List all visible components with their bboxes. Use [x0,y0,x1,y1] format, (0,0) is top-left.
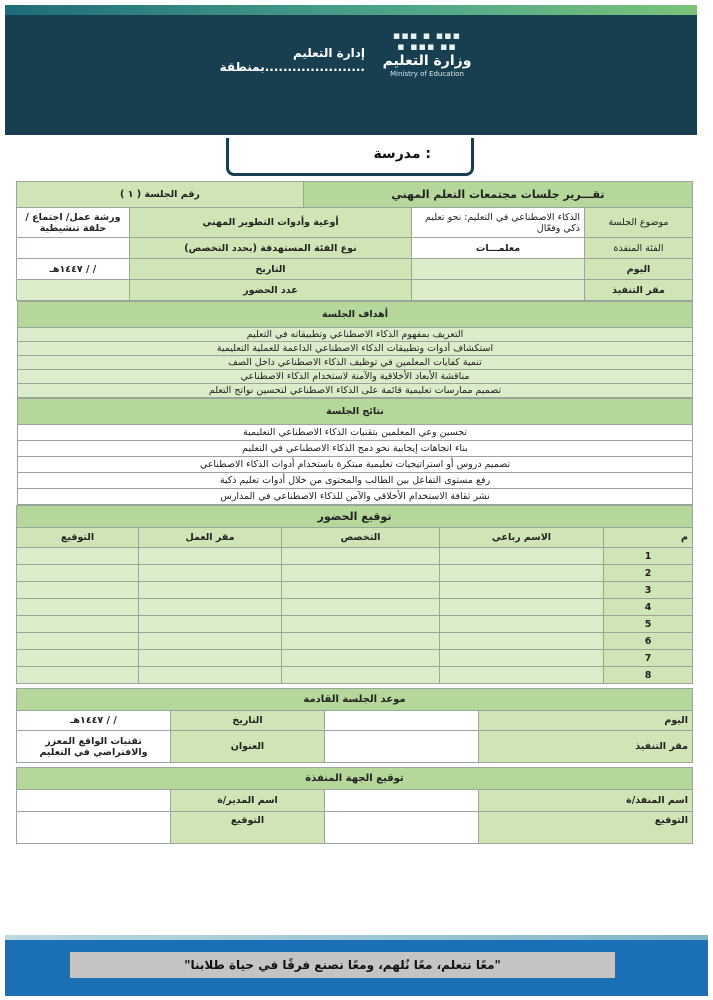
specialty-cell[interactable] [282,633,440,650]
workplace-cell[interactable] [139,667,282,684]
executor-sign-value[interactable] [325,812,479,844]
report-form [17,181,693,844]
objective-item: تنمية كفايات المعلمين في توظيف الذكاء الاصطناعي داخل الصف [18,356,693,370]
next-title-value[interactable]: تقنيات الواقع المعزز والافتراضي في التعليم [16,731,170,763]
row-number: 3 [604,582,693,599]
next-session-heading: موعد الجلسة القادمة [16,689,692,711]
name-cell[interactable] [440,582,604,599]
objective-item: التعريف بمفهوم الذكاء الاصطناعي وتطبيقاته في التعليم [18,328,693,342]
signatures-heading: توقيع الجهة المنفذة [16,768,692,790]
workplace-cell[interactable] [139,565,282,582]
topic-value[interactable]: الذكاء الاصطناعي في التعليم: نحو تعليم ذكي وفعّال [412,208,585,238]
specialty-cell[interactable] [282,565,440,582]
signature-cell[interactable] [17,667,139,684]
objective-item: مناقشة الأبعاد الأخلاقية والآمنة لاستخدام الذكاء الاصطناعي [18,370,693,384]
group-label: الفئة المنفذة [585,238,693,259]
signature-cell[interactable] [17,548,139,565]
next-title-label: العنوان [171,731,325,763]
specialty-cell[interactable] [282,616,440,633]
principal-value[interactable] [16,790,170,812]
results-table [17,398,693,505]
col-index: م [604,528,693,548]
admin-label: إدارة التعليم بمنطقة...................... [219,46,365,74]
result-item: بناء اتجاهات إيجابية نحو دمج الذكاء الاصطناعي في التعليم [18,441,693,457]
signature-cell[interactable] [17,582,139,599]
next-date-label: التاريخ [171,711,325,731]
col-name: الاسم رباعي [440,528,604,548]
objectives-heading: أهداف الجلسة [18,302,693,328]
workplace-cell[interactable] [139,582,282,599]
workplace-cell[interactable] [139,548,282,565]
objective-item: استكشاف أدوات وتطبيقات الذكاء الاصطناعي الداعمة للعملية التعليمية [18,342,693,356]
specialty-cell[interactable] [282,667,440,684]
session-number: رقم الجلسة ( ١ ) [16,182,303,208]
row-number: 6 [604,633,693,650]
day-label: اليوم [585,259,693,280]
row-number: 4 [604,599,693,616]
row-number: 8 [604,667,693,684]
info-table [16,181,693,301]
workplace-cell[interactable] [139,633,282,650]
specialty-cell[interactable] [282,582,440,599]
logo-dots-icon: ▪▪▪ ▪ ▪▪▪ ▪ ▪▪▪ ▪▪ [392,29,462,53]
executor-value[interactable] [325,790,479,812]
result-item: رفع مستوى التفاعل بين الطالب والمحتوى من خلال أدوات تعليم ذكية [18,473,693,489]
objectives-table [17,301,693,398]
name-cell[interactable] [440,667,604,684]
specialty-cell[interactable] [282,650,440,667]
next-day-value[interactable] [325,711,479,731]
topic-label: موضوع الجلسة [585,208,693,238]
specialty-cell[interactable] [282,548,440,565]
result-item: تحسين وعي المعلمين بتقنيات الذكاء الاصطناعي التعليمية [18,425,693,441]
next-date-value[interactable]: / / ١٤٤٧هـ [16,711,170,731]
next-place-label: مقر التنفيذ [479,731,693,763]
date-value[interactable]: / / ١٤٤٧هـ [16,259,129,280]
row-number: 2 [604,565,693,582]
target-value[interactable] [16,238,129,259]
attendance-count-label: عدد الحضور [129,280,411,301]
signature-cell[interactable] [17,616,139,633]
name-cell[interactable] [440,633,604,650]
result-item: تصميم دروس أو استراتيجيات تعليمية مبتكرة باستخدام أدوات الذكاء الاصطناعي [18,457,693,473]
attendance-count-value[interactable] [16,280,129,301]
signature-cell[interactable] [17,565,139,582]
school-box [226,138,474,176]
attendance-table [16,505,693,684]
name-cell[interactable] [440,565,604,582]
next-place-value[interactable] [325,731,479,763]
ministry-name-ar: وزارة التعليم [382,53,472,69]
col-signature: التوقيع [17,528,139,548]
day-value[interactable] [412,259,585,280]
target-label: نوع الفئة المستهدفة (بحدد التخصص) [129,238,411,259]
signature-cell[interactable] [17,633,139,650]
group-value[interactable]: معلمـــات [412,238,585,259]
executor-sign-label: التوقيع [479,812,693,844]
workplace-cell[interactable] [139,599,282,616]
specialty-cell[interactable] [282,599,440,616]
row-number: 7 [604,650,693,667]
col-workplace: مقر العمل [139,528,282,548]
container-value[interactable]: ورشة عمل/ اجتماع / حلقة تنشيطية [16,208,129,238]
report-title: تقـــرير جلسات مجتمعات التعلم المهني [303,182,692,208]
executor-label: اسم المنفذ/ة [479,790,693,812]
header-stripe [5,5,697,15]
result-item: نشر ثقافة الاستخدام الأخلاقي والآمن للذكاء الاصطناعي في المدارس [18,489,693,505]
ministry-name-en: Ministry of Education [390,70,464,78]
workplace-cell[interactable] [139,650,282,667]
name-cell[interactable] [440,548,604,565]
row-number: 1 [604,548,693,565]
workplace-cell[interactable] [139,616,282,633]
name-cell[interactable] [440,650,604,667]
objective-item: تصميم ممارسات تعليمية قائمة على الذكاء الاصطناعي لتحسين نواتج التعلم [18,384,693,398]
ministry-logo [382,30,472,86]
footer-slogan: "معًا نتعلم، معًا نُلهم، ومعًا نصنع فرقًا في حياة طلابنا" [70,952,615,978]
row-number: 5 [604,616,693,633]
signatures-table [16,767,693,844]
place-label: مقر التنفيذ [585,280,693,301]
container-label: أوعية وأدوات التطوير المهني [129,208,411,238]
principal-sign-label: التوقيع [171,812,325,844]
principal-sign-value[interactable] [16,812,170,844]
signature-cell[interactable] [17,599,139,616]
signature-cell[interactable] [17,650,139,667]
attendance-heading: توقيع الحضور [17,506,693,528]
name-cell[interactable] [440,616,604,633]
results-heading: نتائج الجلسة [18,399,693,425]
principal-label: اسم المدير/ة [171,790,325,812]
date-label: التاريخ [129,259,411,280]
next-session-table [16,688,693,763]
school-label: مدرسة : [373,146,431,162]
col-specialty: التخصص [282,528,440,548]
name-cell[interactable] [440,599,604,616]
place-value[interactable] [412,280,585,301]
next-day-label: اليوم [479,711,693,731]
